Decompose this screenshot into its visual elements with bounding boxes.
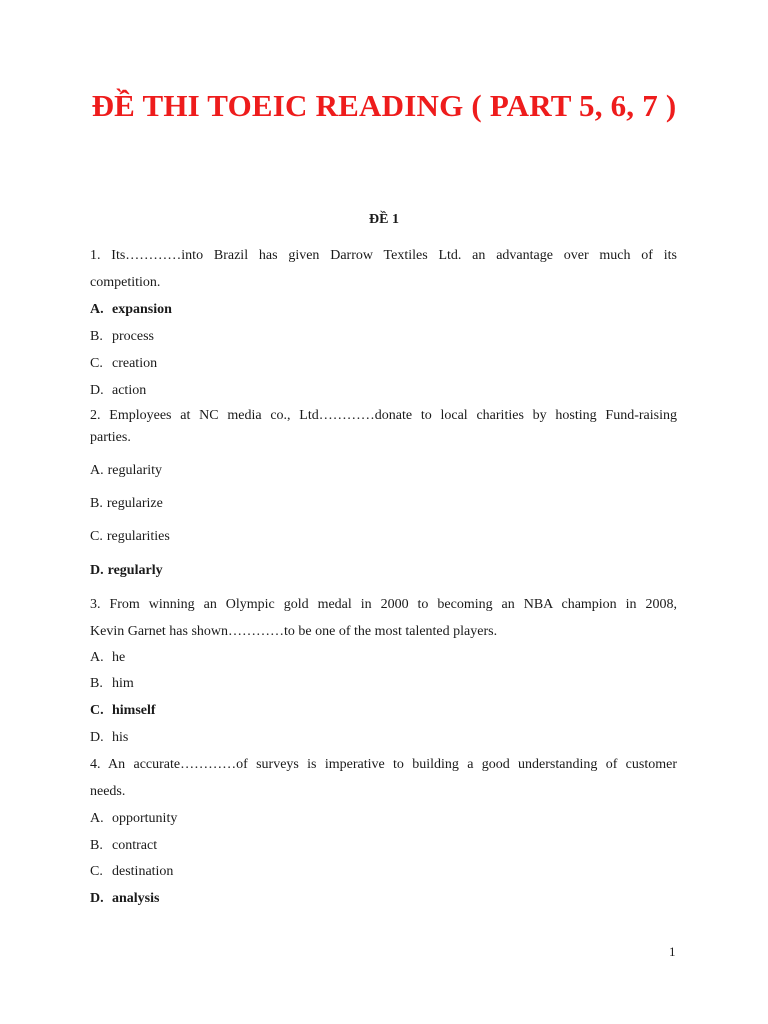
question-1-option-a: A. expansion	[90, 302, 172, 317]
question-3-option-c: C. himself	[90, 703, 156, 718]
question-1-option-d: D. action	[90, 383, 147, 398]
question-4-option-b: B. contract	[90, 838, 158, 853]
question-3-option-b: B. him	[90, 676, 134, 691]
question-2-text-line-2: parties.	[90, 430, 131, 445]
question-3-option-d: D. his	[90, 730, 129, 745]
question-2-option-c: C. regularities	[90, 529, 170, 544]
question-4-option-c: C. destination	[90, 864, 174, 879]
question-1-text-line-1: 1. Its…………into Brazil has given Darrow Textiles Ltd. an advantage over much of its	[90, 248, 677, 263]
question-2-option-a: A. regularity	[90, 463, 163, 478]
section-heading: ĐỀ 1	[369, 212, 399, 227]
question-3-text-line-2: Kevin Garnet has shown…………to be one of the most talented players.	[90, 624, 498, 639]
page-number: 1	[669, 944, 676, 959]
question-4-text-line-2: needs.	[90, 784, 126, 799]
question-2-text-line-1: 2. Employees at NC media co., Ltd…………donate to local charities by hosting Fund-raising	[90, 408, 677, 423]
question-1-option-b: B. process	[90, 329, 154, 344]
question-3-text-line-1: 3. From winning an Olympic gold medal in 2000 to becoming an NBA champion in 2008,	[90, 597, 677, 612]
question-1-text-line-2: competition.	[90, 275, 161, 290]
page-title: ĐỀ THI TOEIC READING ( PART 5, 6, 7 )	[91, 88, 677, 123]
question-2-option-b: B. regularize	[90, 496, 163, 511]
question-2-option-d: D. regularly	[90, 563, 163, 578]
question-4-text-line-1: 4. An accurate…………of surveys is imperative to building a good understanding of customer	[90, 757, 677, 772]
question-4-option-a: A. opportunity	[90, 811, 178, 826]
question-1-option-c: C. creation	[90, 356, 158, 371]
question-3-option-a: A. he	[90, 650, 126, 665]
question-4-option-d: D. analysis	[90, 891, 160, 906]
